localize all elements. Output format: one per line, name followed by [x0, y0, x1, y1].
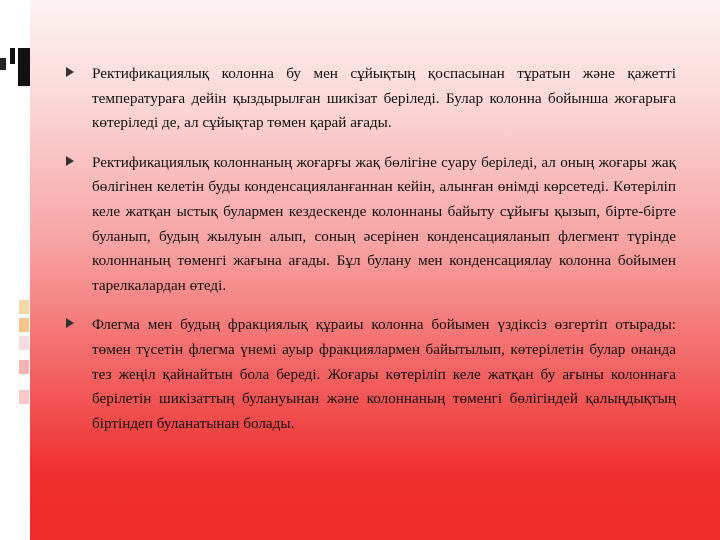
- decorative-accent: [19, 318, 29, 332]
- bullet-text: Ректификациялық колонна бу мен сұйықтың қоспасынан тұратын және қажетті температураға дейін қыздырылған шикізат беріледі. Булар колонна бойынша жоғарыға көтеріледі де, ал сұйықтар төмен қарай ағады.: [92, 65, 676, 132]
- bullet-item: [64, 151, 676, 299]
- bullet-item: [64, 313, 676, 436]
- slide-content: [64, 62, 676, 451]
- bullet-text: Флегма мен будың фракциялық құраиы колонна бойымен үздіксіз өзгертіп отырады: төмен түсетін флегма үнемі ауыр фракциялармен байытылып, көтерілетін булар онанда тез жеңіл қайнайтын бола береді. Жоғары көтеріліп келе жатқан бу ағыны колоннаға берілетін шикізаттың булануынан және колоннаның төменгі бөлігіндей қалыңдықтың біртіндеп буланатынан болады.: [92, 316, 676, 432]
- decorative-accent: [19, 390, 29, 404]
- triangle-bullet-icon: [66, 318, 74, 328]
- decorative-bar: [0, 58, 6, 70]
- decorative-bar: [18, 48, 30, 86]
- decorative-bar: [10, 48, 15, 64]
- bullet-text: Ректификациялық колоннаның жоғарғы жақ бөлігіне суару беріледі, ал оның жоғары жақ бөлігінен келетін буды конденсацияланғаннан кейін, алынған өнімді көрсетеді. Көтеріліп келе жатқан ыстық булармен кездескенде колоннаны байыту сұйығы қызып, бірте-бірте буланып, будың жылуын алып, соның әсерінен конденсацияланып флегмент түрінде колоннаның төменгі жағына ағады. Бұл булану мен конденсациялау колонна бойымен тарелкалардан өтеді.: [92, 153, 676, 294]
- triangle-bullet-icon: [66, 156, 74, 166]
- decorative-accent: [19, 300, 29, 314]
- decorative-accent: [19, 360, 29, 374]
- decorative-accent: [19, 336, 29, 350]
- bullet-item: [64, 62, 676, 136]
- triangle-bullet-icon: [66, 67, 74, 77]
